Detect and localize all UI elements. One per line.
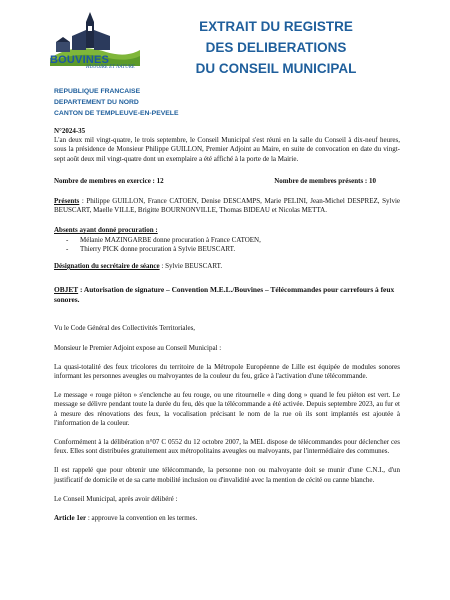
deliberation-body <box>54 127 400 523</box>
article-1-text: : approuve la convention en les termes. <box>86 514 198 523</box>
body-paragraph-visa: Vu le Code Général des Collectivités Territoriales, <box>54 324 196 333</box>
body-paragraph-4: Il est rappelé que pour obtenir une télécommande, la personne non ou malvoyante doit se munir d'une C.N.I., d'un justificatif de domicile et de sa carte mobilité inclusion ou d'invalidité avec la mention de cécité ou canne blanche. <box>54 466 400 484</box>
absent-label: Absents ayant donné procuration : <box>54 226 158 235</box>
article-1-label: Article 1er <box>54 514 87 523</box>
members-row <box>54 177 400 186</box>
secretary-paragraph <box>54 262 400 271</box>
body-paragraph-1: La quasi-totalité des feux tricolores du territoire de la Métropole Européenne de Lille est équipée de modules sonores informant les personnes aveugles ou malvoyantes de la couleur du feu, grâce à l'activation d'une télécommande. <box>54 362 400 381</box>
proxy-item: - Thierry PICK donne procuration à Sylvie BEUSCART. <box>80 245 400 254</box>
members-in-office: Nombre de membres en exercice : 12 <box>54 176 164 185</box>
body-paragraph-2: Le message « rouge piéton » s'enclenche au feu rouge, ou une ritournelle « ding dong » quand le feu piéton est vert. Le message se délivre pendant toute la durée du feu, dès que la télécommande a été activée. Depuis septembre 2023, au fur et à mesure des rénovations des feux, la vocalisation précisant le nom de la rue où ils sont implantés est ajoutée à l'information de la couleur. <box>54 391 400 427</box>
secretary-label: Désignation du secrétaire de séance <box>54 262 160 271</box>
admin-line-canton: CANTON DE TEMPLEUVE-EN-PEVELE <box>54 110 179 117</box>
article-1-paragraph <box>54 514 400 523</box>
objet-text: : Autorisation de signature – Convention M.E.L./Bouvines – Télécommandes pour carrefours à feux sonores. <box>54 285 395 304</box>
administrative-header <box>54 86 179 119</box>
logo-tagline: HISTOIRE ET NATURE <box>86 65 135 70</box>
objet-paragraph <box>54 285 400 304</box>
deliberation-number: N°2024-35 <box>54 127 86 135</box>
members-present: Nombre de membres présents : 10 <box>274 176 376 185</box>
body-paragraph-deliberation: Le Conseil Municipal, après avoir délibéré : <box>54 494 178 503</box>
admin-line-republic: REPUBLIQUE FRANCAISE <box>54 88 141 95</box>
body-paragraph-3: Conformément à la délibération n°07 C 0552 du 12 octobre 2007, la MEL dispose de télécommandes pour déclencher ces feux. Elles sont distribuées gratuitement aux métropolitains aveugles ou malvoyants, par l'intermédiaire des communes. <box>54 438 400 456</box>
title-line-2: DES DELIBERATIONS <box>205 40 347 55</box>
objet-label: OBJET <box>54 285 79 295</box>
proxy-list <box>54 236 400 254</box>
present-paragraph <box>54 197 400 215</box>
title-line-1: EXTRAIT DU REGISTRE <box>199 19 353 34</box>
document-title <box>176 16 376 79</box>
present-list: : Philippe GUILLON, France CATOEN, Denise DESCAMPS, Marie PELINI, Jean-Michel DESPREZ, Sylvie BEUSCART, Maelle VILLE, Brigitte BOURNONVILLE, Thomas BIDEAU et Nicolas METTA. <box>54 197 400 215</box>
intro-paragraph: L'an deux mil vingt-quatre, le trois septembre, le Conseil Municipal s'est réuni en la salle du Conseil à dix-neuf heures, sous la présidence de Monsieur Philippe GUILLON, Premier Adjoint au Maire, en suite de convocation en date du vingt-sept août deux mil vingt-quatre dont un exemplaire a été affiché à la porte de la Mairie. <box>54 136 400 163</box>
title-line-3: DU CONSEIL MUNICIPAL <box>195 61 357 76</box>
admin-line-department: DEPARTEMENT DU NORD <box>54 99 139 106</box>
proxy-item: - Mélanie MAZINGARBE donne procuration à France CATOEN, <box>80 236 400 245</box>
logo-name: BOUVINES <box>50 54 110 66</box>
secretary-value: : Sylvie BEUSCART. <box>159 262 223 271</box>
present-label: Présents <box>54 197 80 206</box>
body-paragraph-expose: Monsieur le Premier Adjoint expose au Conseil Municipal : <box>54 343 222 352</box>
